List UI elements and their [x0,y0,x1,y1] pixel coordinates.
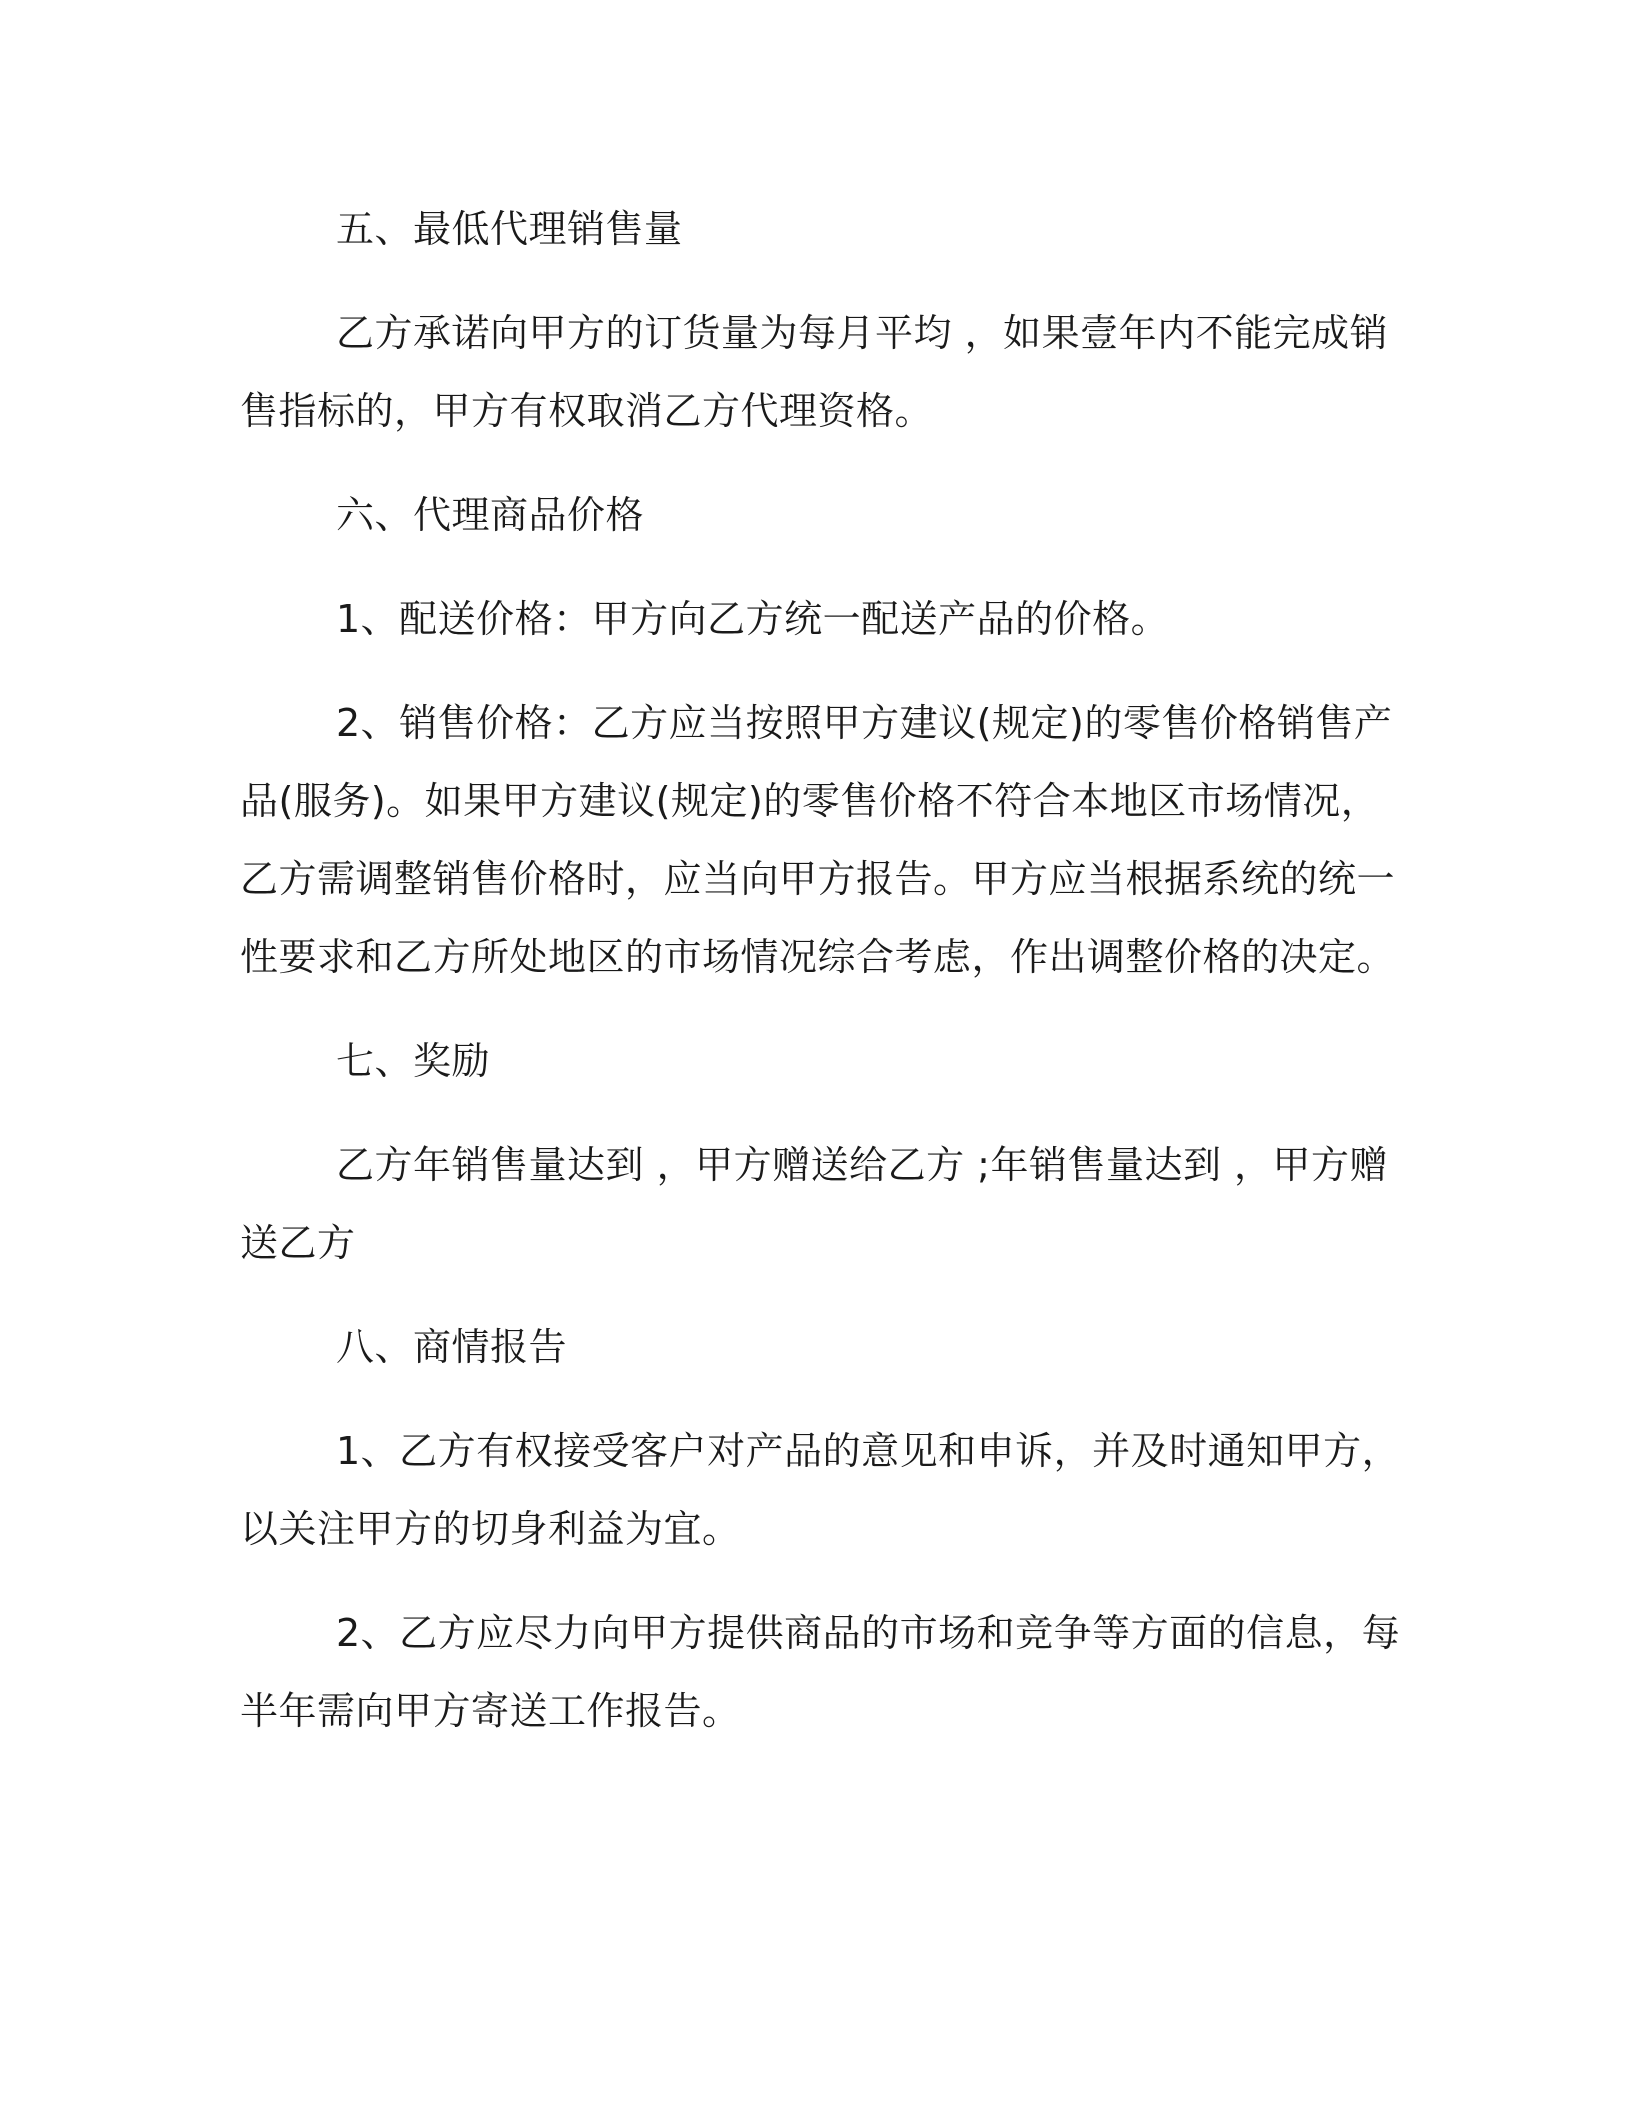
section-heading-5: 五、最低代理销售量 [336,207,683,251]
section-8-item-2: 2、乙方应尽力向甲方提供商品的市场和竞争等方面的信息，每半年需向甲方寄送工作报告。 [240,1611,1401,1733]
section-heading-6: 六、代理商品价格 [336,493,645,537]
section-heading-8: 八、商情报告 [336,1325,568,1369]
section-7-paragraph: 乙方年销售量达到 ，甲方赠送给乙方 ;年销售量达到 ，甲方赠送乙方 [240,1143,1389,1265]
document-body [240,190,1405,1750]
section-6-item-2: 2、销售价格：乙方应当按照甲方建议(规定)的零售价格销售产品(服务)。如果甲方建议(规定)的零售价格不符合本地区市场情况，乙方需调整销售价格时，应当向甲方报告。甲方应当根据系统的统一性要求和乙方所处地区的市场情况综合考虑，作出调整价格的决定。 [240,701,1396,979]
section-5-paragraph: 乙方承诺向甲方的订货量为每月平均 ，如果壹年内不能完成销售指标的，甲方有权取消乙方代理资格。 [240,311,1389,433]
section-6-item-1: 1、配送价格：甲方向乙方统一配送产品的价格。 [336,597,1170,641]
section-8-item-1: 1、乙方有权接受客户对产品的意见和申诉，并及时通知甲方，以关注甲方的切身利益为宜。 [240,1429,1401,1551]
section-heading-7: 七、奖励 [336,1039,491,1083]
